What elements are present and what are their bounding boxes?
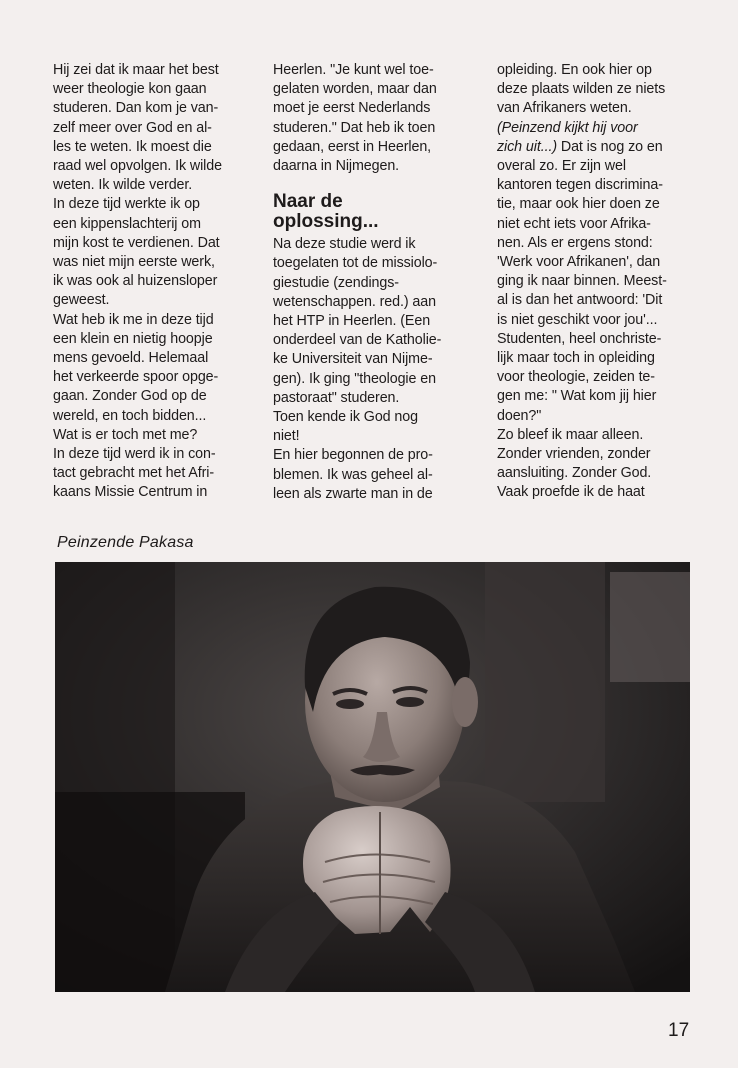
- text-line: tact gebracht met het Afri-: [53, 465, 214, 482]
- text-line: studeren." Dat heb ik toen: [273, 119, 436, 136]
- text-line: zelf meer over God en al-: [53, 119, 212, 136]
- italic-aside-line: (Peinzend kijkt hij voor: [497, 119, 638, 136]
- text-line: deze plaats wilden ze niets: [497, 81, 666, 98]
- text-line: niet echt iets voor Afrika-: [497, 215, 651, 232]
- text-line: het verkeerde spoor opge-: [53, 369, 219, 386]
- text-line: mens gevoeld. Helemaal: [53, 350, 209, 367]
- text-line: weer theologie kon gaan: [53, 81, 207, 98]
- photo-caption: Peinzende Pakasa: [57, 534, 194, 551]
- text-line: gen me: " Wat kom jij hier: [497, 388, 657, 405]
- text-line: kaans Missie Centrum in: [53, 484, 208, 501]
- text-line: van Afrikaners weten.: [497, 100, 632, 117]
- text-line: tie, maar ook hier doen ze: [497, 196, 660, 213]
- text-line: al is dan het antwoord: 'Dit: [497, 292, 663, 309]
- section-heading: [273, 192, 473, 232]
- text-line: opleiding. En ook hier op: [497, 62, 652, 78]
- text-line: gen). Ik ging "theologie en: [273, 370, 436, 387]
- text-line: daarna in Nijmegen.: [273, 158, 400, 175]
- article-column-middle: [273, 61, 473, 504]
- text-line: leen als zwarte man in de: [273, 485, 433, 502]
- text-line: weten. Ik wilde verder.: [53, 177, 193, 194]
- text-line: giestudie (zendings-: [273, 274, 399, 291]
- text-fragment: Dat is nog zo en: [556, 138, 663, 155]
- section-heading-line-1: Naar de: [273, 191, 343, 213]
- text-line: het HTP in Heerlen. (Een: [273, 313, 431, 330]
- text-line: wereld, en toch bidden...: [53, 407, 207, 424]
- text-line: onderdeel van de Katholie-: [273, 332, 442, 349]
- portrait-photo-illustration: [55, 562, 690, 992]
- text-line: ging ik naar binnen. Meest-: [497, 273, 667, 290]
- text-line-mixed: [497, 138, 707, 157]
- text-line: pastoraat" studeren.: [273, 389, 400, 406]
- text-line: Heerlen. "Je kunt wel toe-: [273, 62, 434, 78]
- text-line: geweest.: [53, 292, 110, 309]
- text-line: niet!: [273, 428, 300, 445]
- text-line: gedaan, eerst in Heerlen,: [273, 138, 432, 155]
- text-line: een kippenslachterij om: [53, 215, 201, 232]
- text-line: En hier begonnen de pro-: [273, 447, 433, 464]
- text-line: In deze tijd werkte ik op: [53, 196, 200, 213]
- text-line: Vaak proefde ik de haat: [497, 484, 645, 501]
- text-line: is niet geschikt voor jou'...: [497, 311, 658, 328]
- text-line: raad wel opvolgen. Ik wilde: [53, 158, 222, 175]
- text-line: studeren. Dan kom je van-: [53, 100, 219, 117]
- article-column-right: [497, 61, 707, 503]
- text-line: moet je eerst Nederlands: [273, 100, 431, 117]
- italic-aside-text: zich uit...): [497, 138, 557, 155]
- text-line: toegelaten tot de missiolo-: [273, 255, 438, 272]
- text-line: 'Werk voor Afrikanen', dan: [497, 254, 661, 271]
- text-line: In deze tijd werd ik in con-: [53, 446, 216, 463]
- text-line: een klein en nietig hoopje: [53, 330, 213, 347]
- text-line: nen. Als er ergens stond:: [497, 234, 653, 251]
- article-column-left: [53, 61, 253, 503]
- text-line: aansluiting. Zonder God.: [497, 465, 652, 482]
- text-line: Na deze studie werd ik: [273, 236, 416, 253]
- text-line: gaan. Zonder God op de: [53, 388, 207, 405]
- text-line: les te weten. Ik moest die: [53, 138, 212, 155]
- text-line: lijk maar toch in opleiding: [497, 350, 655, 367]
- text-line: Hij zei dat ik maar het best: [53, 62, 219, 78]
- section-heading-line-2: oplossing...: [273, 211, 379, 233]
- text-line: doen?": [497, 407, 542, 424]
- text-line: Wat heb ik me in deze tijd: [53, 311, 214, 328]
- portrait-photo: [55, 562, 690, 992]
- text-line: Wat is er toch met me?: [53, 426, 198, 443]
- text-line: overal zo. Er zijn wel: [497, 158, 626, 175]
- text-line: ke Universiteit van Nijme-: [273, 351, 433, 368]
- text-line: ik was ook al huizensloper: [53, 273, 218, 290]
- text-line: kantoren tegen discrimina-: [497, 177, 663, 194]
- text-line: Zonder vrienden, zonder: [497, 446, 651, 463]
- text-line: Toen kende ik God nog: [273, 409, 418, 426]
- text-line: voor theologie, zeiden te-: [497, 369, 655, 386]
- text-line: Zo bleef ik maar alleen.: [497, 426, 644, 443]
- page-number: 17: [668, 1020, 690, 1041]
- text-line: blemen. Ik was geheel al-: [273, 466, 433, 483]
- text-line: wetenschappen. red.) aan: [273, 293, 436, 310]
- text-line: Studenten, heel onchriste-: [497, 330, 662, 347]
- text-line: was niet mijn eerste werk,: [53, 254, 215, 271]
- text-line: gelaten worden, maar dan: [273, 81, 437, 98]
- text-line: mijn kost te verdienen. Dat: [53, 234, 220, 251]
